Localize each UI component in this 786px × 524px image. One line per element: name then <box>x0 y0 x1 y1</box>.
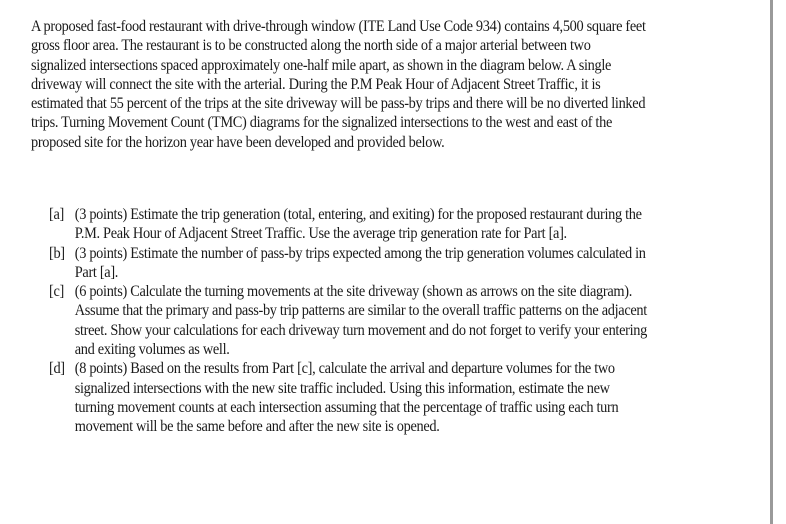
question-part-d <box>49 359 711 436</box>
part-line: (3 points) Estimate the trip generation (total, entering, and exiting) for the proposed restaurant during the <box>74 206 642 223</box>
part-line: Part [a]. <box>74 263 119 281</box>
part-label: [c] <box>49 283 64 301</box>
intro-line: estimated that 55 percent of the trips at the site driveway will be pass-by trips and there will be no diverted linked <box>31 95 646 113</box>
part-line: turning movement counts at each intersection assuming that the percentage of traffic using each turn <box>74 398 619 416</box>
intro-line: driveway will connect the site with the arterial. During the P.M Peak Hour of Adjacent Street Traffic, it is <box>31 75 601 93</box>
question-part-a <box>49 205 711 244</box>
part-line: and exiting volumes as well. <box>74 341 230 359</box>
intro-line: signalized intersections spaced approximately one-half mile apart, as shown in the diagram below. A single <box>31 56 612 74</box>
part-line: street. Show your calculations for each driveway turn movement and do not forget to verify your entering <box>74 321 647 339</box>
part-label: [d] <box>49 360 65 378</box>
part-label: [b] <box>49 244 65 262</box>
question-parts-list <box>49 205 711 437</box>
part-line: P.M. Peak Hour of Adjacent Street Traffic. Use the average trip generation rate for Part [a]. <box>74 225 567 243</box>
intro-line: proposed site for the horizon year have been developed and provided below. <box>31 133 445 151</box>
question-part-b <box>49 244 711 283</box>
intro-line: A proposed fast-food restaurant with drive-through window (ITE Land Use Code 934) contains 4,500 square feet <box>31 18 646 35</box>
part-line: movement will be the same before and after the new site is opened. <box>74 418 440 436</box>
part-line: signalized intersections with the new site traffic included. Using this information, estimate the new <box>74 379 610 397</box>
question-part-c <box>49 282 711 359</box>
part-line: (8 points) Based on the results from Part [c], calculate the arrival and departure volumes for the two <box>74 360 615 378</box>
part-line: (3 points) Estimate the number of pass-by trips expected among the trip generation volumes calculated in <box>74 244 646 262</box>
problem-statement <box>31 17 646 152</box>
intro-line: gross floor area. The restaurant is to be constructed along the north side of a major arterial between two <box>31 37 591 55</box>
intro-line: trips. Turning Movement Count (TMC) diagrams for the signalized intersections to the west and east of the <box>31 114 612 132</box>
part-label: [a] <box>49 206 64 223</box>
part-line: Assume that the primary and pass-by trip patterns are similar to the overall traffic patterns on the adjacent <box>74 302 647 320</box>
part-line: (6 points) Calculate the turning movements at the site driveway (shown as arrows on the site diagram). <box>74 283 632 301</box>
page-edge-scrollbar <box>770 0 786 524</box>
